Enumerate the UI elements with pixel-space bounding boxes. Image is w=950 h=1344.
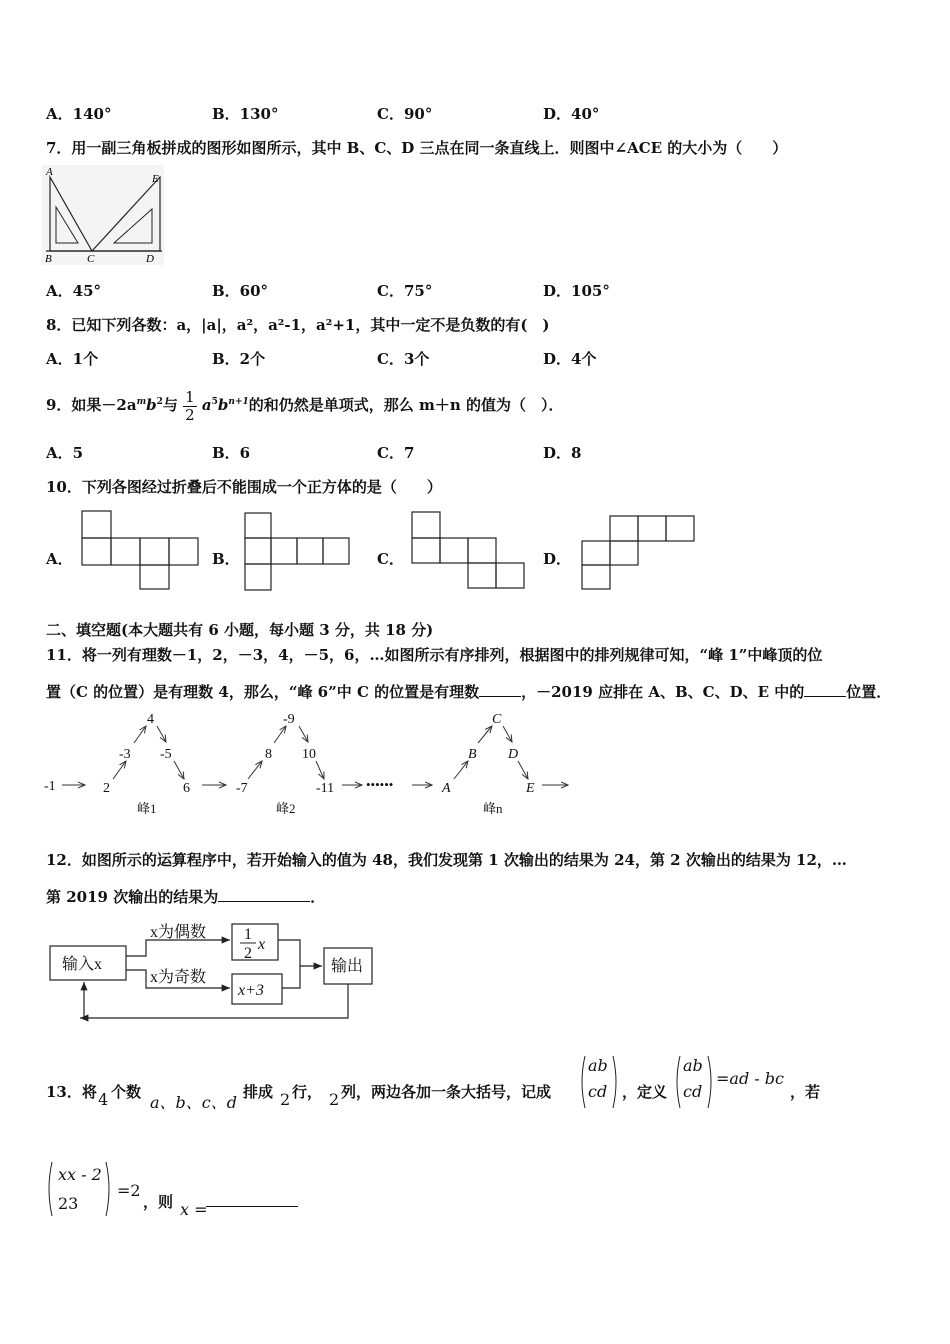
matrix3-top: xx - 2 (58, 1165, 102, 1184)
p2-n10: 10 (302, 747, 316, 762)
half-var: x (258, 936, 266, 953)
matrix1-bottom: cd (588, 1082, 608, 1101)
q10-net-d (580, 514, 698, 592)
q11-line2: 置（C 的位置）是有理数 4，那么，“峰 6”中 C 的位置是有理数 ，－2019 应排在 A、B、C、D、E 中的 位置． (46, 683, 892, 701)
even-label: x为偶数 (150, 924, 207, 941)
q11-line1: 11．将一列有理数－1，2，－3，4，－5，6，…如图所示有序排列，根据图中的排列规律可知，“峰 1”中峰顶的位 (46, 646, 823, 664)
matrix3-bottom: 23 (58, 1194, 79, 1213)
p1-n4: 4 (147, 712, 154, 727)
p1-n1: -1 (44, 779, 56, 794)
q12-line2: 第 2019 次输出的结果为 ． (46, 888, 326, 906)
pn-d: D (508, 747, 519, 762)
q10-option-c: C． (377, 550, 404, 568)
p2-n8: 8 (265, 747, 272, 762)
q8-option-a: A．1个 (46, 350, 99, 368)
peak-2-label: 峰2 (276, 801, 296, 816)
section-2-heading: 二、填空题(本大题共有 6 小题，每小题 3 分，共 18 分) (46, 621, 434, 639)
pn-a: A (442, 781, 451, 796)
q13-vars: a、b、c、d (150, 1093, 237, 1112)
q11-peak-figure (40, 706, 580, 821)
q6-option-c: C．90° (377, 105, 433, 123)
q13-n2b: 2 (329, 1090, 340, 1109)
pn-b: B (468, 747, 477, 762)
q7-option-c: C．75° (377, 282, 433, 300)
q9-text: 9．如果$-2a^mb^2$与 $\frac{1}{2} a^5b^{n+1}$的和仍然是单项式，那么 m＋n 的值为（ ）． (46, 387, 564, 424)
q7-text: 7．用一副三角板拼成的图形如图所示，其中 B、C、D 三点在同一条直线上．则图中∠ACE 的大小为（ ） (46, 139, 788, 157)
q10-net-c (410, 510, 528, 590)
q7-option-a: A．45° (46, 282, 102, 300)
output-label: 输出 (331, 958, 364, 975)
q6-option-a: A．140° (46, 105, 112, 123)
dots: •••••• (366, 777, 394, 792)
q8-option-d: D．4个 (543, 350, 597, 368)
matrix1-top: ab (588, 1056, 608, 1075)
peak-n-label: 峰n (483, 801, 503, 816)
q10-option-b: B． (212, 550, 240, 568)
q13-t8: ，则 (143, 1193, 174, 1211)
matrix2-top: ab (683, 1056, 703, 1075)
input-label: 输入x (62, 956, 103, 973)
q9-fraction: $\frac{1}{2}$ (185, 387, 195, 424)
q13-x-eq: x = (180, 1200, 208, 1219)
q9-option-c: C．7 (377, 444, 415, 462)
label-d: D (146, 253, 154, 265)
q9-option-a: A．5 (46, 444, 84, 462)
q10-option-d: D． (543, 550, 572, 568)
q10-text: 10．下列各图经过折叠后不能围成一个正方体的是（ ） (46, 478, 442, 496)
p2-n9: -9 (283, 712, 295, 727)
q6-option-d: D．40° (543, 105, 600, 123)
q12-blank[interactable] (218, 887, 310, 902)
q11-blank-2[interactable] (804, 682, 846, 697)
q8-option-b: B．2个 (212, 350, 266, 368)
q9-option-d: D．8 (543, 444, 582, 462)
q7-option-b: B．60° (212, 282, 269, 300)
q12-line1: 12．如图所示的运算程序中，若开始输入的值为 48，我们发现第 1 次输出的结果为 24，第 2 次输出的结果为 12，… (46, 851, 847, 869)
q13-t4: 行， (292, 1083, 323, 1101)
q13-t1: 13．将 (46, 1083, 97, 1101)
matrix2-bottom: cd (683, 1082, 703, 1101)
q7-triangle-figure (42, 165, 164, 265)
q13-t2: 个数 (111, 1083, 142, 1101)
peak-1-label: 峰1 (137, 801, 157, 816)
q13-blank[interactable] (206, 1192, 298, 1207)
odd-label: x为奇数 (150, 969, 207, 986)
pn-e: E (526, 781, 535, 796)
half-num: 1 (244, 926, 252, 943)
p1-n5: -5 (160, 747, 172, 762)
q13-eq: =2 (117, 1181, 141, 1200)
q7-option-d: D．105° (543, 282, 610, 300)
p1-n3: -3 (119, 747, 131, 762)
q13-t3: 排成 (243, 1083, 274, 1101)
label-b: B (45, 253, 52, 265)
q10-net-b (243, 512, 353, 592)
p2-n7: -7 (236, 781, 248, 796)
label-e: E (152, 173, 159, 185)
p1-n6: 6 (183, 781, 190, 796)
half-den: 2 (244, 945, 252, 962)
q8-option-c: C．3个 (377, 350, 430, 368)
pn-c: C (492, 712, 502, 727)
p2-n11: -11 (316, 781, 335, 796)
q8-text: 8．已知下列各数：a，|a|，a²，a²-1，a²+1，其中一定不是负数的有( ) (46, 316, 550, 334)
q11-blank-1[interactable] (479, 682, 521, 697)
label-a: A (46, 166, 53, 178)
q9-option-b: B．6 (212, 444, 251, 462)
q10-option-a: A． (46, 550, 73, 568)
q6-option-b: B．130° (212, 105, 279, 123)
q12-flowchart (44, 918, 384, 1026)
plus3-label: x+3 (238, 982, 264, 999)
label-c: C (87, 253, 95, 265)
q13-t7: ，若 (790, 1083, 821, 1101)
q13-n4: 4 (98, 1090, 109, 1109)
q10-net-a (80, 510, 200, 590)
q13-t6: ，定义 (622, 1083, 668, 1101)
p1-n2: 2 (103, 781, 110, 796)
q13-n2a: 2 (280, 1090, 291, 1109)
q13-definition: =ad - bc (716, 1069, 784, 1088)
half-box (232, 924, 278, 960)
q13-t5: 列，两边各加一条大括号，记成 (341, 1083, 552, 1101)
